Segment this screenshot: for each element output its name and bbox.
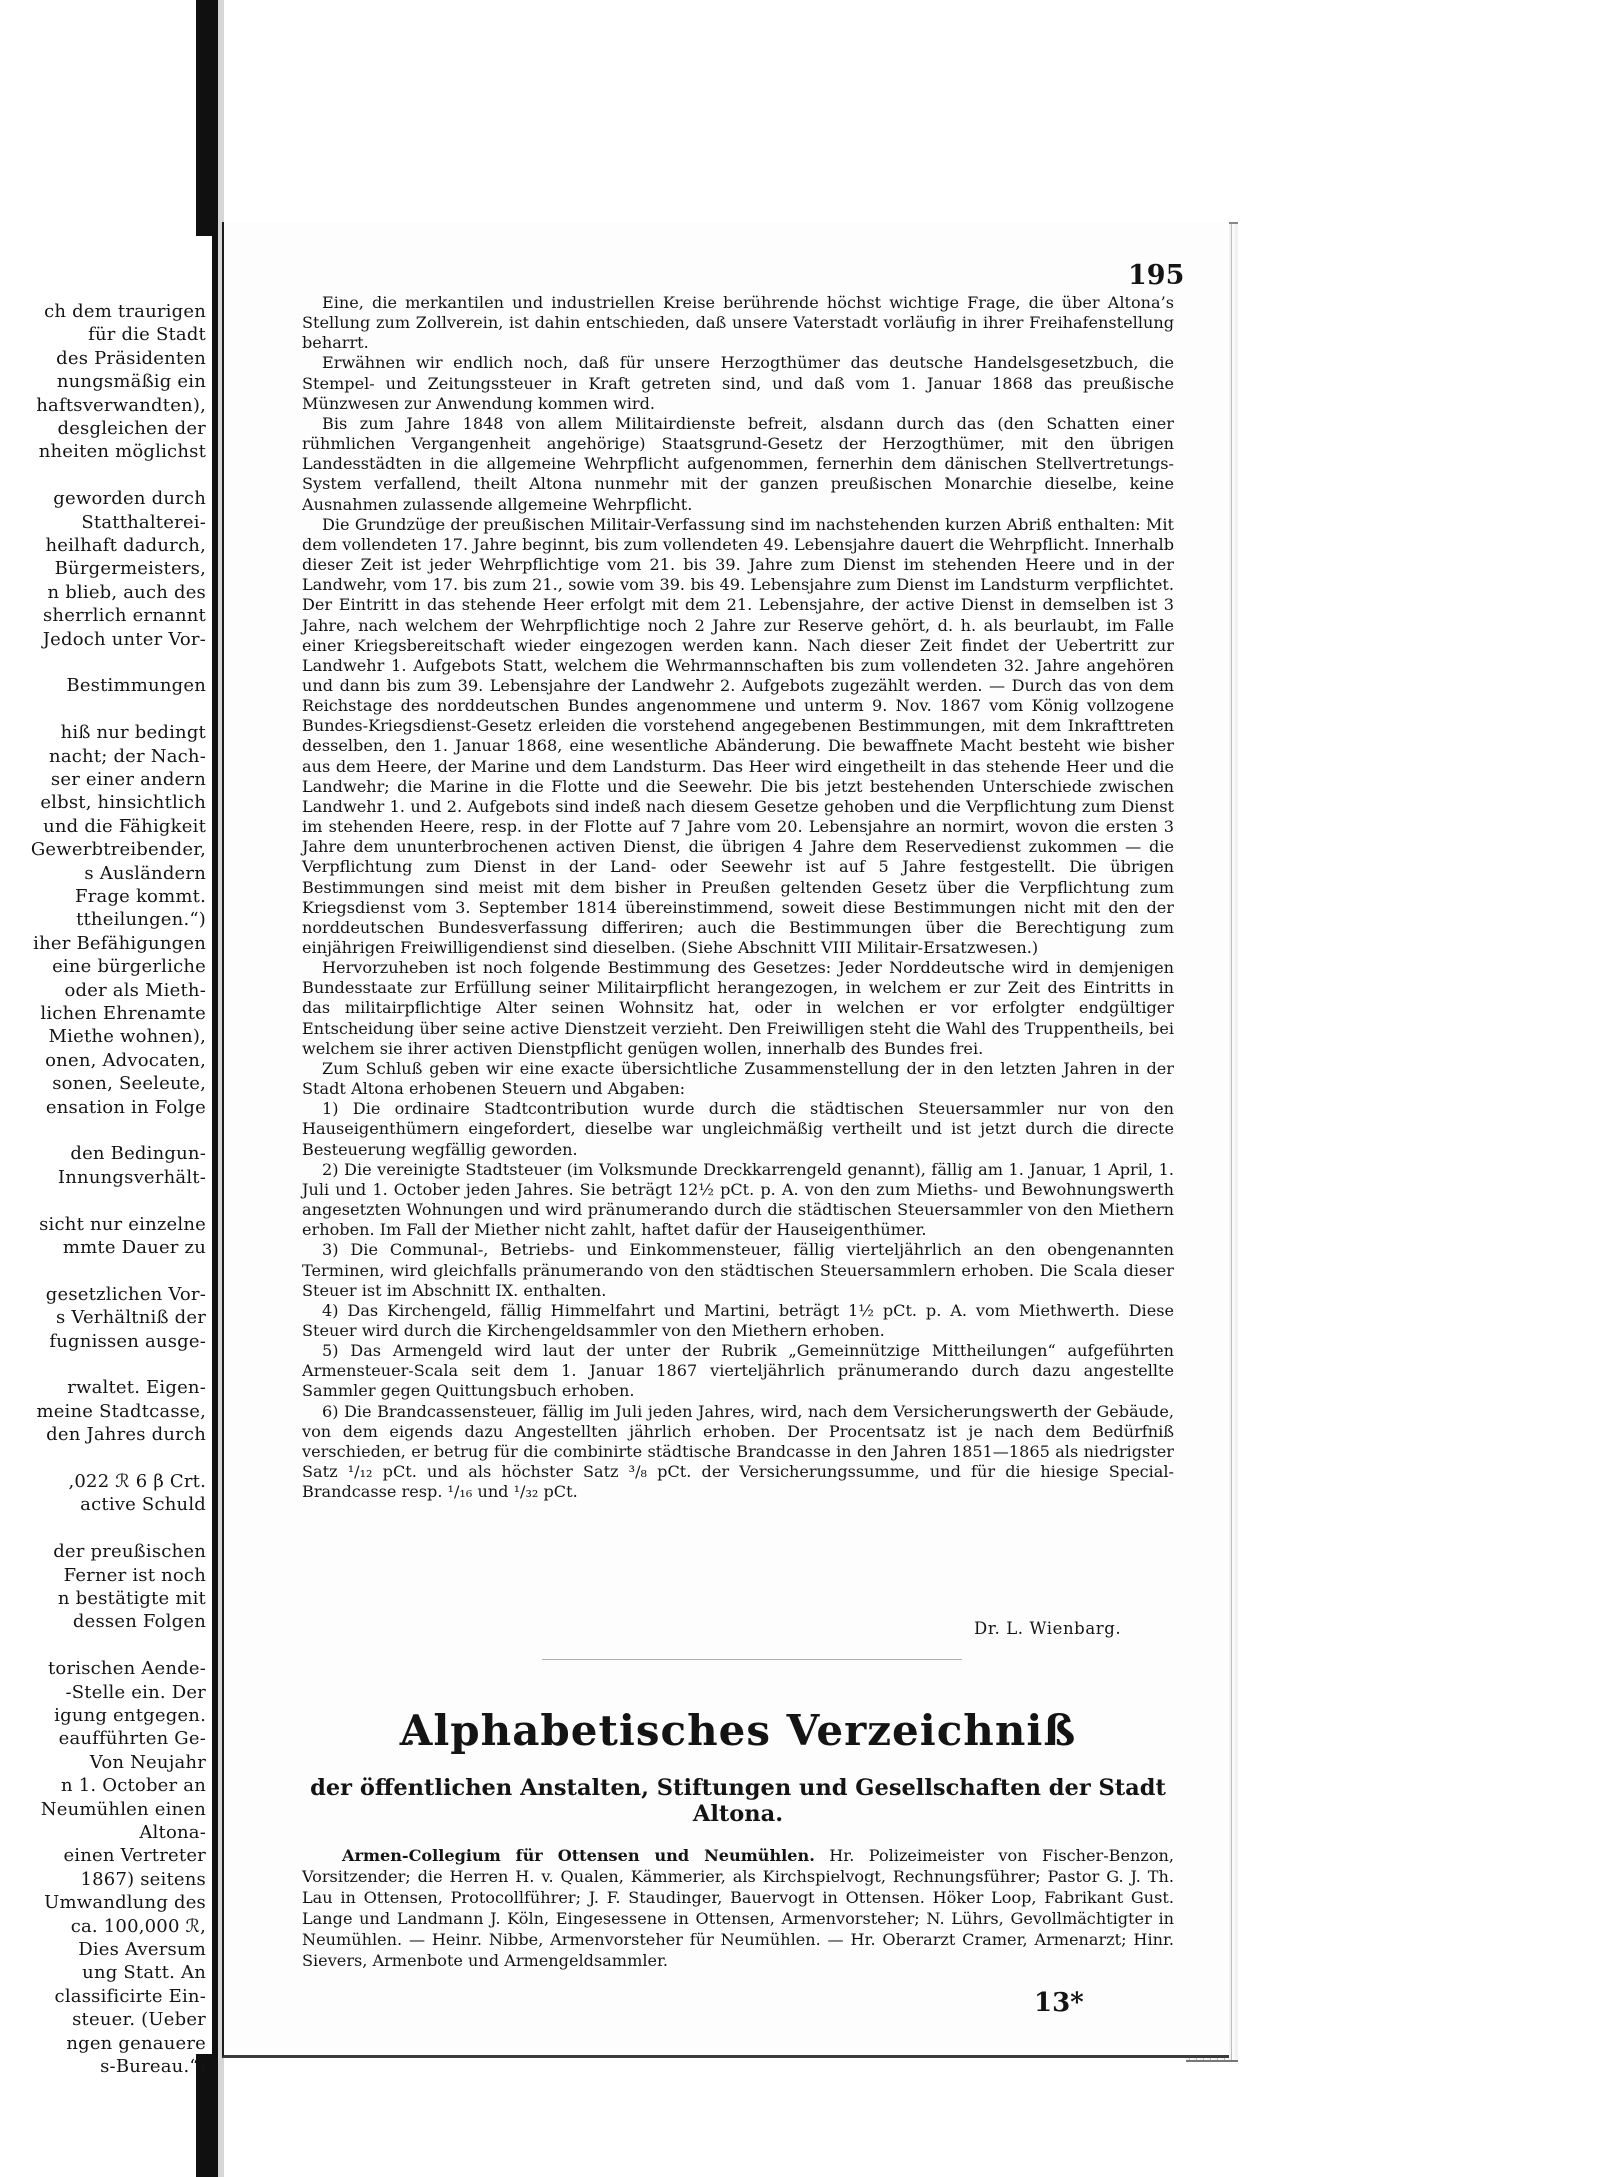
- left-page-line: einen Vertreter: [63, 1845, 206, 1867]
- entry-text: Hr. Polizeimeister von Fischer-Benzon, Vorsitzender; die Herren H. v. Qualen, Kämmerier, als Kirchspielvogt, Rechnungsführer; Pastor G. J. Th. Lau in Ottensen, Protocollführer; J. F. Staudinger, Bauervogt in Ottensen. Höker Loop, Fabrikant Gust. Lange und Landmann J. Köln, Eingesessene in Ottensen, Armenvorsteher; N. Lührs, Gevollmächtigter in Neumühlen. — Heinr. Nibbe, Armenvorsteher für Neumühlen. — Hr. Oberarzt Cramer, Armenarzt; Hinr. Sievers, Armenbote und Armengeldsammler.: [302, 1846, 1174, 1970]
- tax-item-1: 1) Die ordinaire Stadtcontribution wurde durch die städtischen Steuersammler nur von den Hauseigenthümern eingefordert, dieselbe war ungleichmäßig vertheilt und ist jetzt durch die directe Besteuerung wegfällig geworden.: [302, 1099, 1174, 1159]
- left-page-line: s-Bureau.“): [100, 2056, 206, 2077]
- directory-entry: [302, 1845, 1174, 1971]
- left-page-line: fugnissen ausge-: [49, 1330, 206, 1352]
- body-text: [302, 293, 1174, 1502]
- left-page-line: mmte Dauer zu: [62, 1237, 206, 1258]
- left-page-line: den Bedingun-: [70, 1143, 206, 1165]
- left-page-line: eine bürgerliche: [52, 956, 206, 978]
- left-page-line: und die Fähigkeit: [43, 815, 206, 837]
- left-page-line: iher Befähigungen: [33, 932, 206, 954]
- left-page-line: ngen genauere: [66, 2032, 206, 2054]
- left-page-line: nheiten möglichst: [38, 441, 206, 463]
- left-page-line: nacht; der Nach-: [49, 745, 206, 767]
- left-page-line: ch dem traurigen: [44, 301, 206, 322]
- left-page-line: Frage kommt.: [75, 886, 206, 907]
- left-page-line: 1867) seitens: [80, 1868, 206, 1890]
- left-page-line: s Ausländern: [84, 862, 206, 884]
- tax-item-4: 4) Das Kirchengeld, fällig Himmelfahrt und Martini, beträgt 1½ pCt. p. A. vom Miethwerth. Diese Steuer wird durch die Kirchengeldsammler von den Miethern erhoben.: [302, 1300, 1174, 1340]
- left-page-line: classificirte Ein-: [54, 1985, 206, 2007]
- left-page-line: Jedoch unter Vor-: [42, 628, 206, 650]
- left-page-line: desgleichen der: [57, 418, 206, 439]
- left-page-line: n bestätigte mit: [57, 1588, 206, 1609]
- paragraph-bestimmung: Hervorzuheben ist noch folgende Bestimmung des Gesetzes: Jeder Norddeutsche wird in demjenigen Bundesstaate zur Erfüllung seiner Militairpflicht herangezogen, in welchem er zur Zeit des Eintritts in das militairpflichtige Alter seinen Wohnsitz hat, oder in welchen er vor erfolgter endgültiger Entscheidung über seine active Dienstzeit verzieht. Den Freiwilligen steht die Wahl des Truppentheils, bei welchem sie ihrer activen Dienstpflicht genügen wollen, innerhalb des Bundes frei.: [302, 958, 1174, 1058]
- left-page-line: Umwandlung des: [44, 1892, 206, 1914]
- left-page-line: s Verhältniß der: [56, 1307, 206, 1329]
- left-page-line: des Präsidenten: [56, 347, 206, 369]
- left-page-line: Innungsverhält-: [57, 1166, 206, 1188]
- left-page-line: oder als Mieth-: [64, 979, 206, 1001]
- left-page-line: sherrlich ernannt: [42, 605, 206, 627]
- left-page-line: ensation in Folge: [45, 1096, 206, 1118]
- left-page-line: Von Neujahr: [89, 1751, 206, 1773]
- tax-item-5: 5) Das Armengeld wird laut der unter der Rubrik „Gemeinnützige Mittheilungen“ aufgeführten Armensteuer-Scala seit dem 1. Januar 1867 vierteljährlich pränumerando durch dazu angestellte Sammler gegen Quittungsbuch erhoben.: [302, 1341, 1174, 1401]
- paragraph-wehrpflicht: Bis zum Jahre 1848 von allem Militairdienste befreit, alsdann durch das (den Schatten einer rühmlichen Vergangenheit angehörige) Staatsgrund-Gesetz der Herzogthümer, mit den übrigen Landesstädten in die allgemeine Wehrpflicht aufgenommen, fernerhin dem dänischen Stellvertretungs-System verfallend, theilt Altona nunmehr mit der ganzen preußischen Monarchie dieselbe, keine Ausnahmen zulassende allgemeine Wehrpflicht.: [302, 413, 1174, 514]
- left-page-line: steuer. (Ueber: [72, 2009, 206, 2031]
- section-subheading: der öffentlichen Anstalten, Stiftungen und Gesellschaften der Stadt Altona.: [310, 1775, 1166, 1827]
- left-page-line: elbst, hinsichtlich: [40, 792, 206, 814]
- left-page-line: igung entgegen.: [54, 1705, 206, 1726]
- left-page-line: sicht nur einzelne: [39, 1213, 206, 1235]
- left-page-line: n blieb, auch des: [47, 581, 206, 603]
- left-page-line: torischen Aende-: [47, 1658, 206, 1680]
- left-page-line: hiß nur bedingt: [60, 722, 206, 744]
- left-page-line: active Schuld: [80, 1494, 206, 1516]
- left-page-line: Altona-: [139, 1822, 206, 1843]
- left-page-line: gesetzlichen Vor-: [45, 1283, 206, 1305]
- left-page-line: ca. 100,000 ℛ,: [70, 1915, 206, 1937]
- entry-name: Armen-Collegium für Ottensen und Neumühlen.: [342, 1846, 815, 1865]
- left-page-line: Dies Aversum: [78, 1939, 206, 1960]
- left-page-line: eaufführten Ge-: [58, 1728, 206, 1750]
- left-page-line: haftsverwandten),: [36, 394, 206, 416]
- left-page-line: ttheilungen.“): [76, 909, 206, 931]
- left-page-line: für die Stadt: [88, 324, 206, 346]
- left-page-line: Statthalterei-: [81, 511, 206, 533]
- left-page-line: Bürgermeisters,: [54, 558, 206, 580]
- paragraph-handelsgesetzbuch: Erwähnen wir endlich noch, daß für unsere Herzogthümer das deutsche Handelsgesetzbuch, die Stempel- und Zeitungssteuer in Kraft getreten sind, und daß vom 1. Januar 1868 das preußische Münzwesen zur Anwendung kommen wird.: [302, 353, 1174, 413]
- paragraph-militair-verfassung: Die Grundzüge der preußischen Militair-Verfassung sind im nachstehenden kurzen Abriß enthalten: Mit dem vollendeten 17. Jahre beginnt, bis zum vollendeten 49. Lebensjahre dauert die Wehrpflicht. Innerhalb dieser Zeit ist jeder Wehrpflichtige vom 21. bis 39. Jahre zum Dienst im stehenden Heere und in der Landwehr, vom 17. bis zum 21., sowie vom 39. bis 49. Lebensjahre zum Dienst im Landsturm verpflichtet. Der Eintritt in das stehende Heer erfolgt mit dem 21. Lebensjahre, der active Dienst in demselben ist 3 Jahre, nach welchem der Wehrpflichtige noch 2 Jahre zur Reserve gehört, d. h. als beurlaubt, im Falle einer Kriegsbereitschaft wieder eingezogen werden kann. Nach dieser Zeit findet der Uebertritt zur Landwehr 1. Aufgebots Statt, welchem die Wehrmannschaften bis zum vollendeten 32. Jahre angehören und dann bis zum 39. Lebensjahre der Landwehr 2. Aufgebots zugezählt werden. — Durch das von dem Reichstage des norddeutschen Bundes angenommene und unterm 9. Nov. 1867 vom König vollzogene Bundes-Kriegsdienst-Gesetz erleiden die vorstehend angegebenen Bestimmungen, mit dem Inkrafttreten desselben, den 1. Januar 1868, eine wesentliche Abänderung. Die bewaffnete Macht besteht wie bisher aus dem Heere, der Marine und dem Landsturm. Das Heer wird eingetheilt in das stehende Heer und die Landwehr; die Marine in die Flotte und die Seewehr. Die bis jetzt bestehenden Unterschiede zwischen Landwehr 1. und 2. Aufgebots sind indeß nach diesem Gesetze gehoben und die Verpflichtung zum Dienst im stehenden Heere, resp. in der Flotte auf 7 Jahre vom 20. Lebensjahre an normirt, wovon die ersten 3 Jahre dem ununterbrochenen activen Dienst, die übrigen 4 Jahre dem Reservedienst zukommen — die Verpflichtung zum Dienst in der Land- oder Seewehr ist auf 5 Jahre festgestellt. Die übrigen Bestimmungen sind meist mit dem bisher in Preußen geltenden Gesetz über die Verpflichtung zum Kriegsdienst vom 3. September 1814 übereinstimmend, soweit diese Bestimmungen nicht mit den der norddeutschen Bundesverfassung differiren; auch die Bestimmungen über die Berechtigung zum einjährigen Freiwilligendienst sind dieselben. (Siehe Abschnitt VIII Militair-Ersatzwesen.): [302, 514, 1174, 957]
- left-page-line: Gewerbtreibender,: [30, 839, 206, 861]
- left-page-line: onen, Advocaten,: [45, 1049, 206, 1071]
- printer-signature-mark: 13*: [1034, 1988, 1084, 2018]
- left-page-line: Bestimmungen: [66, 675, 206, 697]
- left-page-line: der preußischen: [53, 1541, 206, 1563]
- tax-item-3: 3) Die Communal-, Betriebs- und Einkommensteuer, fällig vierteljährlich an den obengenannten Terminen, wird gleichfalls pränumerando von den städtischen Steuersammlern erhoben. Die Scala dieser Steuer ist im Abschnitt IX. enthalten.: [302, 1240, 1174, 1300]
- paragraph-zollverein: Eine, die merkantilen und industriellen Kreise berührende höchst wichtige Frage, die über Altona’s Stellung zum Zollverein, ist dahin entschieden, daß unsere Vaterstadt vorläufig in ihrer Freihafenstellung beharrt.: [302, 293, 1174, 353]
- left-page-line: Ferner ist noch: [63, 1564, 206, 1586]
- left-page-line: -Stelle ein. Der: [65, 1681, 206, 1703]
- left-page-line: lichen Ehrenamte: [40, 1003, 206, 1024]
- left-page-line: rwaltet. Eigen-: [67, 1377, 206, 1399]
- left-page-line: n 1. October an: [61, 1775, 206, 1797]
- left-page-line: sonen, Seeleute,: [52, 1073, 206, 1095]
- left-page-line: Miethe wohnen),: [48, 1026, 206, 1048]
- paragraph-steuern-intro: Zum Schluß geben wir eine exacte übersichtliche Zusammenstellung der in den letzten Jahren in der Stadt Altona erhobenen Steuern und Abgaben:: [302, 1058, 1174, 1099]
- tax-item-6: 6) Die Brandcassensteuer, fällig im Juli jeden Jahres, wird, nach dem Versicherungswerth der Gebäude, von dem eigends dazu Angestellten jährlich erhoben. Der Procentsatz ist je nach dem Bedürfniß verschieden, er betrug für die combinirte städtische Brandcasse in den Jahren 1851—1865 als niedrigster Satz ¹/₁₂ pCt. und als höchster Satz ³/₈ pCt. der Versicherungssumme, und für die hiesige Special-Brandcasse resp. ¹/₁₆ und ¹/₃₂ pCt.: [302, 1401, 1174, 1502]
- left-page-line: heilhaft dadurch,: [45, 535, 206, 556]
- left-page-line: nungsmäßig ein: [56, 371, 206, 393]
- entry-paragraph: [302, 1845, 1174, 1971]
- left-page-line: meine Stadtcasse,: [36, 1400, 206, 1422]
- left-page-line: Neumühlen einen: [40, 1798, 206, 1820]
- section-divider: [542, 1659, 962, 1660]
- tax-item-2: 2) Die vereinigte Stadtsteuer (im Volksmunde Dreckkarrengeld genannt), fällig am 1. Januar, 1 April, 1. Juli und 1. October jeden Jahres. Sie beträgt 12½ pCt. p. A. von den zum Mieths- und Bewohnungswerth angesetzten Wohnungen und wird pränumerando durch die städtischen Steuersammler von den Miethern erhoben. Im Fall der Miether nicht zahlt, haftet dafür der Hauseigenthümer.: [302, 1159, 1174, 1240]
- left-page-line: ,022 ℛ 6 β Crt.: [68, 1471, 206, 1492]
- left-page-line: ung Statt. An: [82, 1962, 206, 1984]
- left-facing-page: [0, 236, 212, 2077]
- page-number: 195: [1128, 260, 1185, 291]
- left-page-line: ser einer andern: [50, 769, 206, 790]
- section-heading: Alphabetisches Verzeichniß: [399, 1706, 1077, 1755]
- author-signature: Dr. L. Wienbarg.: [974, 1619, 1122, 1638]
- left-page-line: den Jahres durch: [46, 1424, 206, 1446]
- left-page-line: geworden durch: [53, 488, 206, 510]
- left-page-line: dessen Folgen: [72, 1611, 206, 1633]
